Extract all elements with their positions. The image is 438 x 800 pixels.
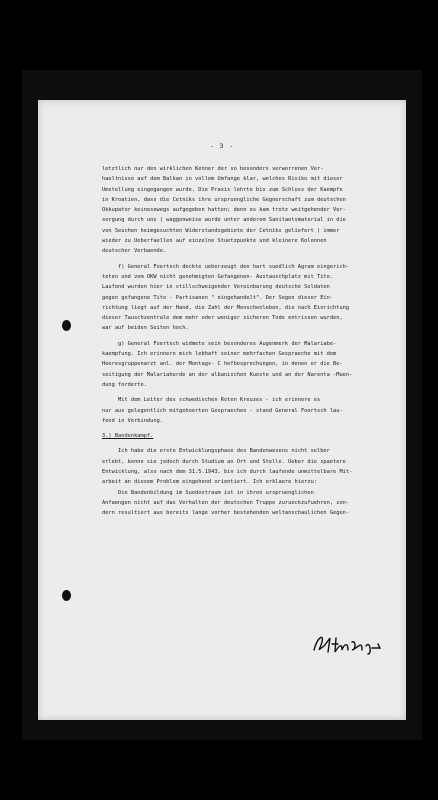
text-line: Heeresgruppenarzt anl. der Montags- C hefbesprechungen, in denen er die Be- [102, 361, 343, 368]
typewritten-body [102, 164, 402, 519]
text-line: sorgung durch uns ( waggonweise wurde unter anderem Sanitaetsmaterial in die [102, 217, 346, 224]
punch-hole-bottom [62, 590, 71, 601]
text-line: war auf beiden Seiten hoch. [102, 325, 189, 332]
text-line: letztlich nur den wirklichen Kenner der so besonders verworrenen Ver- [102, 166, 324, 172]
text-line: wieder zu Ueberfaellen auf einzelne Stuetzpunkte und kleinere Kolonnen [102, 238, 327, 245]
text-line: haeltnisse auf dem Balkan in vollem Umfange klar, welches Risiko mit dieser [102, 176, 343, 183]
text-line: gegen gefangene Tito - Partisanen " eingehandelt". Der Segen dieser Ein- [102, 294, 334, 301]
text-line: Okkupator keinesewegs aufgegeben hatten; denn es kam trotz weitgehender Ver- [102, 207, 346, 214]
page-number: - 3 - [209, 142, 235, 150]
section-heading: 3.) Bandenkampf. [102, 433, 154, 440]
text-line: dern resultiert aus bereits lange vorher bestehenden weltanschaulichen Gegen- [102, 510, 350, 517]
text-line: dieser Tauschzentrale dem mehr oder weniger sicheren Tode entrissen wurden, [102, 315, 343, 322]
text-line: deutscher Verbaende. [102, 248, 167, 255]
text-line: nur aus gelegentlich mitgehoerten Gespraechen - stand General Foertsch lau- [102, 407, 343, 414]
handwritten-signature [308, 630, 398, 656]
text-line: f) General Foertsch deckte ueberzeugt den hart suedlich Agram eingerich- [102, 263, 350, 270]
text-line: in Kroatien, dass die Cetniks ihre urspruengliche Gegnerschaft zum deutschen [102, 196, 346, 203]
text-line: Die Bandenbildung im Suedostraum ist in ihren urspruenglichen [102, 489, 314, 496]
text-line: Laufend wurden hier in stillschweigender Vereinbarung deutsche Soldaten [102, 284, 330, 291]
text-line: Mit dem Leiter des schwedischen Roten Kreuzes - ich erinnere es [102, 397, 321, 404]
text-line: erlebt, kenne sie jedoch durch Studium an Ort und Stelle. Ueber die spaetere [102, 458, 346, 465]
text-line: g) General Foertsch widmete sein besonderes Augenmerk der Malariabe- [102, 340, 337, 347]
text-line: Umstellung eingegangen wurde. Die Praxis lehrte bis zum Schluss der Kaempfe [102, 186, 343, 193]
text-line: Ich habe die erste Entwicklungsphase des Bandenwesens nicht selber [102, 448, 330, 455]
text-line: teten und vom OKW nicht genehmigten Gefangenen- Austauschplatz mit Tito. [102, 273, 334, 280]
text-line: von Seuchen heimgesuchten Widerstandsgebiete der Cetniks geliefert ) immer [102, 227, 340, 234]
text-line: Anfaengen nicht auf das Verhalten der deutschen Truppe zurueckzufuehren, son- [102, 499, 350, 506]
text-line: kaempfung. Ich erinnere mich lebhaft seiner mehrfachen Gespraeche mit dem [102, 351, 337, 358]
text-line: dung forderte. [102, 381, 147, 388]
text-line: seitigung der Malariaherde an der albanischen Kueste und an der Narenta -Muen- [102, 371, 353, 378]
punch-hole-top [62, 320, 71, 331]
text-line: fend in Verbindung. [102, 417, 163, 424]
text-line: Entwicklung, also nach dem 31.5.1943, bin ich durch laufende unmittelbare Mit- [102, 469, 353, 476]
text-line: richtung liegt auf der Hand, die Zahl der Menschenleben, die nach Einrichtung [102, 304, 350, 311]
document-page [38, 100, 406, 720]
text-line: arbeit an diesem Problem eingehend orientiert. Ich erklaere hierzu: [102, 479, 318, 486]
